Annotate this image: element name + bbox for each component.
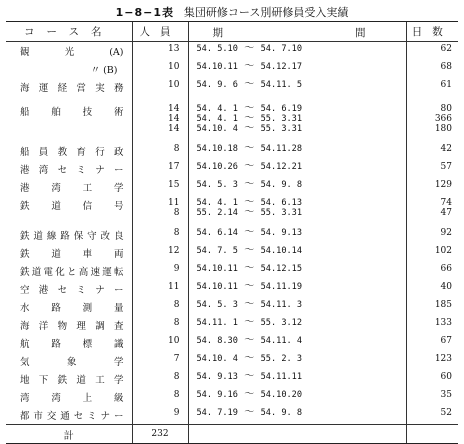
header-period — [188, 22, 406, 42]
tilde-separator: 〜 — [237, 335, 261, 346]
tilde-separator: 〜 — [237, 371, 261, 382]
people-cell — [132, 244, 188, 262]
days-cell — [406, 244, 458, 262]
period-value — [189, 44, 406, 54]
course-name: 海運経営実務 — [20, 83, 124, 94]
people-value: 14 — [168, 104, 180, 114]
period-cell — [188, 298, 406, 316]
period-value — [189, 208, 406, 218]
period-start: 54. 4. 1 — [196, 104, 238, 114]
period-value — [189, 198, 406, 208]
course-name: 海洋物理調査 — [20, 321, 124, 332]
period-end: 55. 3.12 — [260, 318, 303, 328]
period-value — [189, 80, 406, 90]
period-cell — [188, 226, 406, 244]
days-cell — [406, 370, 458, 388]
period-end: 54. 9.13 — [260, 228, 303, 238]
period-start: 54. 9.16 — [196, 390, 238, 400]
people-cell — [132, 160, 188, 178]
people-cell — [132, 178, 188, 196]
days-value: 67 — [440, 336, 452, 346]
days-cell — [406, 42, 458, 61]
days-value: 102 — [434, 246, 452, 256]
table-row — [6, 78, 458, 96]
table-row — [6, 262, 458, 280]
period-start: 54. 5. 3 — [196, 300, 238, 310]
period-value — [189, 162, 406, 172]
days-value: 92 — [440, 228, 452, 238]
header-people: 人員 — [132, 22, 188, 42]
people-cell — [132, 352, 188, 370]
period-value — [189, 124, 406, 134]
people-cell — [132, 142, 188, 160]
period-start: 54. 9. 6 — [196, 80, 238, 90]
period-start: 54.11. 1 — [196, 318, 238, 328]
days-value: 42 — [440, 144, 452, 154]
tilde-separator: 〜 — [237, 263, 261, 274]
period-start: 54.10.11 — [196, 282, 238, 292]
total-row — [6, 425, 458, 444]
table-row — [6, 370, 458, 388]
period-cell — [188, 352, 406, 370]
period-end: 54.12.21 — [260, 162, 303, 172]
days-cell — [406, 78, 458, 96]
days-cell — [406, 334, 458, 352]
people-value: 11 — [168, 198, 180, 208]
people-value: 12 — [168, 246, 180, 256]
tilde-separator: 〜 — [237, 353, 261, 364]
course-name: 〃 (B) — [90, 65, 118, 76]
people-cell — [132, 78, 188, 96]
days-value: 57 — [440, 162, 452, 172]
course-name: 鉄道信号 — [20, 201, 124, 212]
period-cell — [188, 60, 406, 78]
course-name: 地下鉄道工学 — [20, 375, 124, 386]
tilde-separator: 〜 — [237, 245, 261, 256]
period-value — [189, 300, 406, 310]
total-people: 232 — [132, 425, 188, 444]
course-name: 空港セミナー — [20, 285, 124, 296]
period-end: 54.10.20 — [260, 390, 303, 400]
days-value: 35 — [440, 390, 452, 400]
people-value: 9 — [173, 408, 180, 418]
days-cell — [406, 178, 458, 196]
tilde-separator: 〜 — [237, 123, 261, 134]
people-cell — [132, 60, 188, 78]
days-value: 66 — [440, 264, 452, 274]
days-cell — [406, 196, 458, 220]
tilde-separator: 〜 — [237, 61, 261, 72]
table-row — [6, 178, 458, 196]
period-value — [189, 62, 406, 72]
people-value: 10 — [168, 336, 180, 346]
period-end: 54.11. 4 — [260, 336, 303, 346]
table-row — [6, 298, 458, 316]
period-end: 54. 6.13 — [260, 198, 303, 208]
days-value: 74 — [440, 198, 452, 208]
people-value: 8 — [173, 208, 180, 218]
people-value: 8 — [173, 228, 180, 238]
days-value: 133 — [434, 318, 452, 328]
period-end: 54.10.14 — [260, 246, 303, 256]
days-value: 61 — [440, 80, 452, 90]
period-cell — [188, 388, 406, 406]
days-value: 47 — [440, 208, 452, 218]
people-cell — [132, 298, 188, 316]
days-value: 80 — [440, 104, 452, 114]
days-value: 68 — [440, 62, 452, 72]
period-start: 54.10.11 — [196, 264, 238, 274]
table-row — [6, 142, 458, 160]
period-cell — [188, 178, 406, 196]
period-end: 54.11.28 — [260, 144, 303, 154]
table-row — [6, 196, 458, 220]
table-row — [6, 60, 458, 78]
days-cell — [406, 316, 458, 334]
days-cell — [406, 388, 458, 406]
period-end: 54.11. 3 — [260, 300, 303, 310]
people-value: 8 — [173, 372, 180, 382]
period-value — [189, 354, 406, 364]
period-cell — [188, 102, 406, 136]
people-value: 9 — [173, 264, 180, 274]
period-end: 55. 3.31 — [260, 114, 303, 124]
course-name: 港湾工学 — [20, 183, 124, 194]
period-cell — [188, 78, 406, 96]
table-row — [6, 406, 458, 425]
period-value — [189, 408, 406, 418]
course-name: 港湾セミナー — [20, 165, 124, 176]
people-cell — [132, 334, 188, 352]
header-row — [6, 22, 458, 42]
course-name: 鉄道線路保守改良 — [20, 231, 124, 242]
people-cell — [132, 316, 188, 334]
period-value — [189, 104, 406, 114]
period-start: 54.10. 4 — [196, 354, 238, 364]
people-value: 10 — [168, 80, 180, 90]
period-cell — [188, 196, 406, 220]
course-name: 鉄道電化と高速運転 — [20, 267, 124, 278]
course-name: 観光(A) — [20, 47, 124, 58]
tilde-separator: 〜 — [237, 43, 261, 54]
table-row — [6, 226, 458, 244]
people-cell — [132, 370, 188, 388]
period-cell — [188, 42, 406, 61]
table-row — [6, 102, 458, 136]
tilde-separator: 〜 — [237, 317, 261, 328]
days-value: 60 — [440, 372, 452, 382]
table-title — [0, 4, 464, 20]
people-value: 8 — [173, 318, 180, 328]
table-row — [6, 42, 458, 61]
tilde-separator: 〜 — [237, 281, 261, 292]
period-start: 54.10. 4 — [196, 124, 238, 134]
days-cell — [406, 298, 458, 316]
course-name: 船舶技術 — [20, 107, 124, 118]
days-value: 129 — [434, 180, 452, 190]
days-value: 52 — [440, 408, 452, 418]
course-name: 船員教育行政 — [20, 147, 124, 158]
period-start: 54. 5.10 — [196, 44, 238, 54]
days-value: 123 — [434, 354, 452, 364]
days-cell — [406, 280, 458, 298]
tilde-separator: 〜 — [237, 389, 261, 400]
table-number: 1−8−1表 — [115, 6, 175, 19]
tilde-separator: 〜 — [237, 79, 261, 90]
total-label: 計 — [6, 425, 132, 444]
period-end: 55. 3.31 — [260, 208, 303, 218]
period-start: 54. 7. 5 — [196, 246, 238, 256]
tilde-separator: 〜 — [237, 161, 261, 172]
period-start: 54.10.18 — [196, 144, 238, 154]
table-row — [6, 280, 458, 298]
table-row — [6, 352, 458, 370]
header-course: コース名 — [6, 22, 132, 42]
period-end: 54.11.19 — [260, 282, 303, 292]
table-row — [6, 244, 458, 262]
period-value — [189, 372, 406, 382]
days-value: 62 — [440, 44, 452, 54]
people-cell — [132, 196, 188, 220]
period-end: 54. 7.10 — [260, 44, 303, 54]
people-value: 17 — [168, 162, 180, 172]
table-row — [6, 334, 458, 352]
course-name: 都市交通セミナー — [20, 411, 124, 422]
table-body — [6, 42, 458, 444]
period-start: 54. 9.13 — [196, 372, 238, 382]
period-start: 54. 6.14 — [196, 228, 238, 238]
period-end: 54.12.17 — [260, 62, 303, 72]
people-cell — [132, 42, 188, 61]
period-end: 54.11. 5 — [260, 80, 303, 90]
tilde-separator: 〜 — [237, 407, 261, 418]
period-end: 55. 2. 3 — [260, 354, 303, 364]
period-cell — [188, 316, 406, 334]
days-cell — [406, 160, 458, 178]
period-start: 54.10.11 — [196, 62, 238, 72]
period-cell — [188, 334, 406, 352]
days-value: 40 — [440, 282, 452, 292]
period-end: 54.11.11 — [260, 372, 303, 382]
period-value — [189, 114, 406, 124]
people-value: 8 — [173, 390, 180, 400]
period-cell — [188, 262, 406, 280]
people-value: 8 — [173, 300, 180, 310]
table-caption: 集団研修コース別研修員受入実績 — [183, 6, 349, 19]
people-cell — [132, 280, 188, 298]
period-end: 55. 3.31 — [260, 124, 303, 134]
tilde-separator: 〜 — [237, 227, 261, 238]
course-name: 航路標識 — [20, 339, 124, 350]
header-period-start: 期 — [212, 27, 233, 39]
header-days: 日数 — [406, 22, 458, 42]
days-cell — [406, 406, 458, 425]
period-end: 54. 9. 8 — [260, 408, 303, 418]
tilde-separator: 〜 — [237, 143, 261, 154]
period-value — [189, 336, 406, 346]
period-end: 54.12.15 — [260, 264, 303, 274]
period-start: 54. 5. 3 — [196, 180, 238, 190]
table-row — [6, 388, 458, 406]
training-table — [6, 21, 458, 444]
period-start: 54.10.26 — [196, 162, 238, 172]
people-value: 7 — [173, 354, 180, 364]
days-value: 180 — [434, 124, 452, 134]
tilde-separator: 〜 — [237, 179, 261, 190]
people-cell — [132, 226, 188, 244]
period-cell — [188, 406, 406, 425]
people-cell — [132, 262, 188, 280]
people-value: 10 — [168, 62, 180, 72]
period-start: 55. 2.14 — [196, 208, 238, 218]
total-days-empty — [406, 425, 458, 444]
days-value: 185 — [434, 300, 452, 310]
period-value — [189, 282, 406, 292]
course-name: 気象学 — [20, 357, 124, 368]
days-cell — [406, 142, 458, 160]
period-value — [189, 246, 406, 256]
people-cell — [132, 406, 188, 425]
tilde-separator: 〜 — [237, 299, 261, 310]
people-value: 15 — [168, 180, 180, 190]
people-value: 11 — [168, 282, 180, 292]
period-value — [189, 264, 406, 274]
period-end: 54. 6.19 — [260, 104, 303, 114]
period-cell — [188, 142, 406, 160]
people-value: 13 — [168, 44, 180, 54]
people-cell — [132, 388, 188, 406]
period-cell — [188, 280, 406, 298]
course-name: 水路測量 — [20, 303, 124, 314]
days-value: 366 — [434, 114, 452, 124]
people-cell — [132, 102, 188, 136]
period-start: 54. 4. 1 — [196, 198, 238, 208]
course-name: 湾湾上級 — [20, 393, 124, 404]
total-period-empty — [188, 425, 406, 444]
days-cell — [406, 352, 458, 370]
days-cell — [406, 262, 458, 280]
course-name: 鉄道車両 — [20, 249, 124, 260]
days-cell — [406, 102, 458, 136]
period-value — [189, 228, 406, 238]
tilde-separator: 〜 — [237, 113, 261, 124]
tilde-separator: 〜 — [237, 207, 261, 218]
people-value: 14 — [168, 114, 180, 124]
period-start: 54. 8.30 — [196, 336, 238, 346]
people-value: 8 — [173, 144, 180, 154]
tilde-separator: 〜 — [237, 103, 261, 114]
period-end: 54. 9. 8 — [260, 180, 303, 190]
period-value — [189, 144, 406, 154]
period-start: 54. 4. 1 — [196, 114, 238, 124]
period-value — [189, 318, 406, 328]
tilde-separator: 〜 — [237, 197, 261, 208]
period-cell — [188, 244, 406, 262]
days-cell — [406, 60, 458, 78]
period-cell — [188, 370, 406, 388]
people-value: 14 — [168, 124, 180, 134]
period-value — [189, 180, 406, 190]
period-cell — [188, 160, 406, 178]
period-start: 54. 7.19 — [196, 408, 238, 418]
period-value — [189, 390, 406, 400]
table-row — [6, 160, 458, 178]
header-period-end: 間 — [355, 27, 376, 39]
table-row — [6, 316, 458, 334]
days-cell — [406, 226, 458, 244]
